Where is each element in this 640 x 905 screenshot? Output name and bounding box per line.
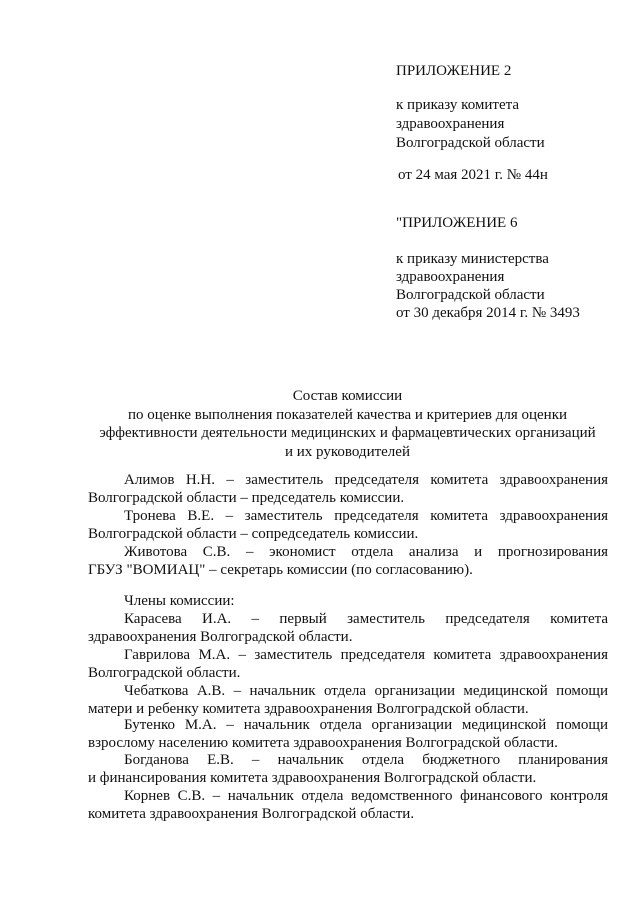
appendix-6-ref-line1: к приказу министерства <box>396 251 549 267</box>
entry-line-2: матери и ребенку комитета здравоохранения Волгоградской области. <box>88 701 529 717</box>
member-entry <box>88 787 608 823</box>
title-line-4: и их руководителей <box>285 443 410 460</box>
member-entry <box>88 716 608 752</box>
entry-line-2: Волгоградской области – председатель комиссии. <box>88 490 405 506</box>
title-line-1: Состав комиссии <box>292 388 403 404</box>
appendix-2-date: от 24 мая 2021 г. № 44н <box>398 167 548 183</box>
entry-line-2: Волгоградской области – сопредседатель комиссии. <box>88 526 419 542</box>
title-line-2: по оценке выполнения показателей качества и критериев для оценки <box>127 406 568 423</box>
co-chair-entry <box>88 507 608 543</box>
entry-line-2: ГБУЗ "ВОМИАЦ" – секретарь комиссии (по согласованию). <box>88 562 473 578</box>
member-entry <box>88 646 608 682</box>
member-entry <box>88 682 608 718</box>
entry-line-2: здравоохранения Волгоградской области. <box>88 629 353 645</box>
secretary-entry <box>88 543 608 579</box>
member-entry <box>88 610 608 646</box>
appendix-2-ref-line2: здравоохранения <box>396 116 505 132</box>
appendix-2-ref-line1: к приказу комитета <box>396 97 520 113</box>
entry-line-1: Бутенко М.А. – начальник отдела организации медицинской помощи <box>124 717 608 733</box>
entry-line-1: Животова С.В. – экономист отдела анализа и прогнозирования <box>124 544 608 560</box>
entry-line-2: и финансирования комитета здравоохранения Волгоградской области. <box>88 770 537 786</box>
chair-entry <box>88 471 608 507</box>
entry-line-2: взрослому населению комитета здравоохранения Волгоградской области. <box>88 735 558 751</box>
appendix-2-heading: ПРИЛОЖЕНИЕ 2 <box>396 63 512 79</box>
member-entry <box>88 751 608 787</box>
appendix-6-date: от 30 декабря 2014 г. № 3493 <box>396 305 580 321</box>
document-title <box>80 387 615 461</box>
entry-line-1: Карасева И.А. – первый заместитель председателя комитета <box>124 611 608 627</box>
appendix-6-ref-line2: здравоохранения <box>396 269 505 285</box>
entry-line-1: Гаврилова М.А. – заместитель председателя комитета здравоохранения <box>124 647 608 663</box>
appendix-6-heading: "ПРИЛОЖЕНИЕ 6 <box>396 215 518 231</box>
entry-line-2: комитета здравоохранения Волгоградской области. <box>88 806 415 822</box>
appendix-2-ref-line3: Волгоградской области <box>396 135 545 151</box>
entry-line-1: Тронева В.Е. – заместитель председателя комитета здравоохранения <box>124 508 608 524</box>
entry-line-2: Волгоградской области. <box>88 665 241 681</box>
title-line-3: эффективности деятельности медицинских и фармацевтических организаций <box>99 425 596 441</box>
entry-line-1: Чебаткова А.В. – начальник отдела организации медицинской помощи <box>124 683 608 699</box>
entry-line-1: Богданова Е.В. – начальник отдела бюджетного планирования <box>124 752 608 768</box>
members-label: Члены комиссии: <box>124 593 235 609</box>
entry-line-1: Алимов Н.Н. – заместитель председателя комитета здравоохранения <box>124 472 608 488</box>
appendix-6-ref-line3: Волгоградской области <box>396 287 545 303</box>
entry-line-1: Корнев С.В. – начальник отдела ведомственного финансового контроля <box>124 788 608 804</box>
